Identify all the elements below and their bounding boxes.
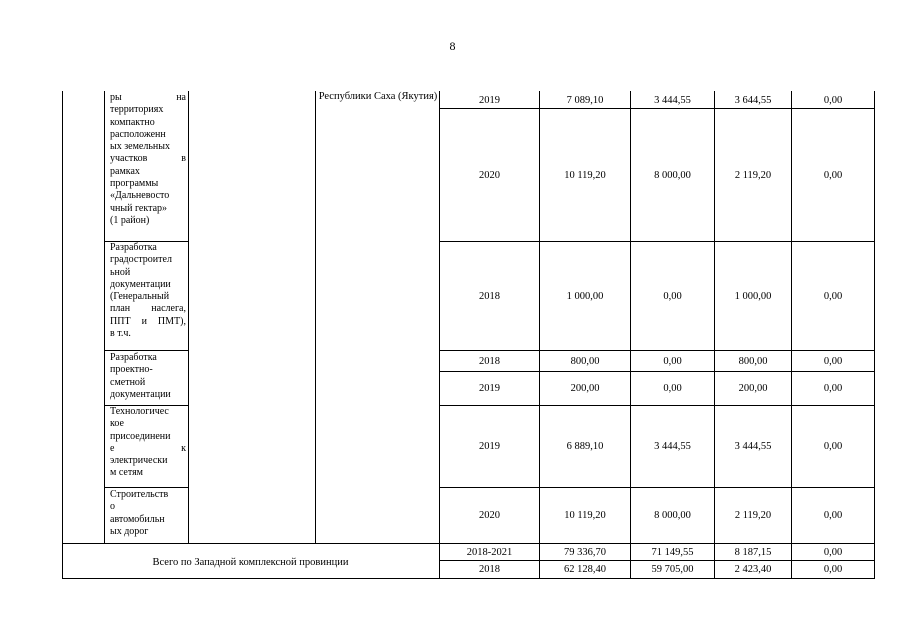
activity-line: (Генеральный — [110, 291, 170, 303]
activity-line: е к — [110, 442, 186, 454]
value-cell: 1 000,00 — [734, 290, 772, 302]
activity-cell — [110, 242, 186, 340]
value-cell: 71 149,55 — [651, 546, 694, 558]
activity-line: ьной — [110, 266, 131, 278]
value-cell: 3 644,55 — [734, 94, 772, 106]
value-cell: 3 444,55 — [654, 94, 691, 106]
year-cell: 2019 — [479, 441, 500, 452]
activity-line: ых земельных — [110, 141, 170, 153]
activity-line: рамках — [110, 165, 140, 177]
total-cell: 10 119,20 — [564, 169, 606, 181]
table-border-bottom — [62, 578, 875, 579]
activity-line: Разработка — [110, 242, 157, 253]
activity-line: программы — [110, 178, 159, 190]
activity-cell — [110, 92, 186, 227]
col-divider — [315, 91, 316, 543]
total-cell: 800,00 — [570, 355, 600, 367]
activity-line: расположенн — [110, 128, 166, 140]
activity-line: чный гектар» — [110, 202, 168, 214]
total-cell: 62 128,40 — [564, 564, 606, 575]
activity-line: Строительств — [110, 489, 169, 500]
total-cell: 1 000,00 — [566, 290, 604, 302]
value-cell: 8 187,15 — [734, 546, 772, 558]
activity-line: градостроител — [110, 254, 172, 266]
year-cell: 2020 — [479, 169, 500, 181]
activity-line: ППТ и ПМТ), — [110, 315, 186, 327]
value-cell: 2 119,20 — [734, 169, 772, 181]
region-cell: Республики Саха (Якутия) — [318, 91, 438, 102]
table-border-right — [874, 91, 875, 579]
activity-line: ых дорог — [110, 525, 149, 537]
year-cell: 2019 — [479, 383, 500, 394]
value-cell: 59 705,00 — [651, 564, 694, 575]
value-cell: 3 444,55 — [734, 441, 772, 452]
activity-line: документации — [110, 388, 171, 400]
value-cell: 0,00 — [823, 355, 843, 367]
col-divider — [104, 91, 105, 543]
activity-cell — [110, 406, 186, 480]
activity-line: присоединени — [110, 430, 171, 442]
activity-line: компактно — [110, 116, 155, 128]
page-number: 8 — [449, 39, 456, 53]
value-cell: 0,00 — [823, 169, 843, 181]
year-cell: 2018-2021 — [466, 546, 513, 558]
activity-line: проектно- — [110, 364, 153, 376]
activity-line: электрически — [110, 455, 168, 467]
value-cell: 2 119,20 — [734, 510, 772, 521]
activity-line: сметной — [110, 376, 146, 388]
value-cell: 0,00 — [823, 564, 843, 575]
value-cell: 0,00 — [663, 290, 682, 302]
value-cell: 0,00 — [823, 441, 843, 452]
value-cell: 0,00 — [823, 94, 843, 106]
total-cell: 10 119,20 — [564, 510, 606, 521]
total-cell: 79 336,70 — [564, 546, 606, 558]
year-cell: 2018 — [479, 290, 500, 302]
value-cell: 2 423,40 — [734, 564, 772, 575]
col-divider — [188, 91, 189, 543]
total-cell: 6 889,10 — [566, 441, 604, 452]
value-cell: 0,00 — [663, 355, 682, 367]
value-cell: 0,00 — [823, 290, 843, 302]
activity-line: «Дальневосто — [110, 190, 170, 202]
activity-line: план наслега, — [110, 303, 186, 315]
activity-line: в т.ч. — [110, 328, 131, 340]
value-cell: 8 000,00 — [654, 510, 691, 521]
activity-line: (1 район) — [110, 214, 150, 226]
activity-line: ры на — [110, 92, 186, 103]
value-cell: 3 444,55 — [654, 441, 691, 452]
activity-line: Технологичес — [110, 406, 169, 417]
row-divider — [104, 350, 189, 351]
value-cell: 0,00 — [823, 546, 843, 558]
activity-cell — [110, 352, 186, 401]
year-cell: 2020 — [479, 510, 500, 521]
total-cell: 200,00 — [570, 383, 600, 394]
value-cell: 0,00 — [823, 383, 843, 394]
activity-line: о — [110, 501, 115, 513]
total-cell: 7 089,10 — [566, 94, 604, 106]
activity-line: автомобильн — [110, 513, 165, 525]
activity-line: документации — [110, 278, 171, 290]
value-cell: 8 000,00 — [654, 169, 691, 181]
year-cell: 2018 — [479, 564, 500, 575]
value-cell: 0,00 — [823, 510, 843, 521]
value-cell: 200,00 — [738, 383, 768, 394]
table-border-left — [62, 91, 63, 579]
year-cell: 2018 — [479, 355, 500, 367]
activity-cell — [110, 489, 186, 538]
total-label: Всего по Западной комплексной провинции — [152, 556, 349, 568]
activity-line: м сетям — [110, 467, 143, 479]
activity-line: Разработка — [110, 352, 157, 363]
activity-line: кое — [110, 418, 124, 430]
row-divider — [104, 487, 189, 488]
value-cell: 800,00 — [738, 355, 768, 367]
year-cell: 2019 — [479, 94, 500, 106]
activity-line: территориях — [110, 104, 164, 116]
value-cell: 0,00 — [663, 383, 682, 394]
activity-line: участков в — [110, 153, 186, 165]
